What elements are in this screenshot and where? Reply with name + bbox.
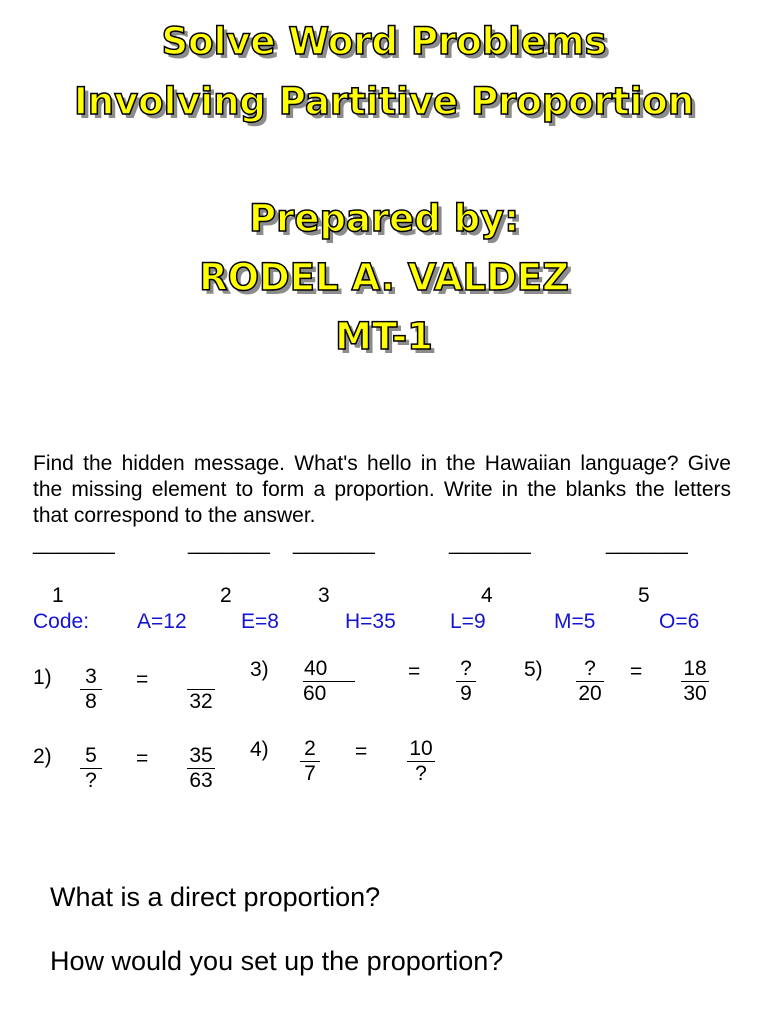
- answer-blank-4: _______: [449, 532, 531, 555]
- problem-1-left-fraction: [80, 665, 102, 714]
- code-item: M=5: [554, 610, 596, 633]
- code-item: L=9: [450, 610, 486, 633]
- fraction-numerator: 18: [681, 657, 709, 682]
- fraction-numerator: ?: [456, 657, 476, 682]
- code-item: A=12: [137, 610, 187, 633]
- code-item: H=35: [345, 610, 396, 633]
- fraction-numerator: 5: [80, 744, 102, 769]
- fraction-denominator: ?: [415, 762, 427, 785]
- problem-3-right-fraction: [456, 657, 476, 706]
- fraction-denominator: 7: [304, 762, 316, 785]
- problem-4-label: 4): [250, 738, 269, 761]
- fraction-numerator: 10: [407, 737, 435, 762]
- problem-2-label: 2): [33, 745, 52, 768]
- equals-sign: =: [630, 660, 643, 683]
- fraction-denominator: 8: [85, 690, 97, 713]
- fraction-numerator: 35: [187, 744, 215, 769]
- slide-title-line-1: Solve Word Problems: [161, 20, 607, 63]
- problem-4-left-fraction: [300, 737, 320, 786]
- prepared-by-label: Prepared by:: [248, 197, 520, 240]
- problem-4-right-fraction: [407, 737, 435, 786]
- problem-1-label: 1): [33, 666, 52, 689]
- question-1: What is a direct proportion?: [50, 882, 381, 912]
- code-label: Code:: [33, 610, 90, 633]
- fraction-numerator: ?: [576, 657, 604, 682]
- question-2: How would you set up the proportion?: [50, 946, 504, 976]
- blank-number-2: 2: [220, 584, 232, 607]
- answer-blank-1: _______: [33, 532, 115, 555]
- equals-sign: =: [136, 747, 149, 770]
- fraction-denominator: ?: [85, 769, 97, 792]
- problem-1-right-fraction: [187, 665, 215, 714]
- blank-number-5: 5: [638, 584, 650, 607]
- problem-5-left-fraction: [576, 657, 604, 706]
- fraction-denominator: 20: [578, 682, 602, 705]
- problem-2-left-fraction: [80, 744, 102, 793]
- fraction-denominator: 63: [189, 769, 213, 792]
- code-item: E=8: [241, 610, 279, 633]
- author-name: RODEL A. VALDEZ: [199, 256, 569, 299]
- answer-blank-5: _______: [606, 532, 688, 555]
- problem-3-label: 3): [250, 658, 269, 681]
- fraction-denominator: 60: [303, 682, 327, 705]
- author-designation: MT-1: [335, 315, 433, 358]
- fraction-numerator: 40: [303, 657, 355, 682]
- problem-3-left-fraction: [303, 657, 355, 706]
- blank-number-1: 1: [52, 584, 64, 607]
- fraction-numerator: 3: [80, 665, 102, 690]
- fraction-denominator: 32: [189, 690, 213, 713]
- fraction-denominator: 9: [460, 682, 472, 705]
- instructions-paragraph: Find the hidden message. What's hello in the Hawaiian language? Give the missing element to form a proportion. Write in the blanks the letters that correspond to the answer.: [33, 452, 731, 527]
- problem-2-right-fraction: [187, 744, 215, 793]
- blank-number-3: 3: [318, 584, 330, 607]
- code-item: O=6: [659, 610, 700, 633]
- fraction-numerator: 2: [300, 737, 320, 762]
- answer-blank-2: _______: [188, 532, 270, 555]
- equals-sign: =: [355, 740, 368, 763]
- problem-5-right-fraction: [681, 657, 709, 706]
- blank-number-4: 4: [481, 584, 493, 607]
- slide-title-line-2: Involving Partitive Proportion: [73, 80, 695, 123]
- equals-sign: =: [136, 668, 149, 691]
- equals-sign: =: [408, 660, 421, 683]
- fraction-denominator: 30: [683, 682, 707, 705]
- fraction-numerator-blank: [187, 665, 215, 690]
- answer-blank-3: _______: [293, 532, 375, 555]
- problem-5-label: 5): [524, 658, 543, 681]
